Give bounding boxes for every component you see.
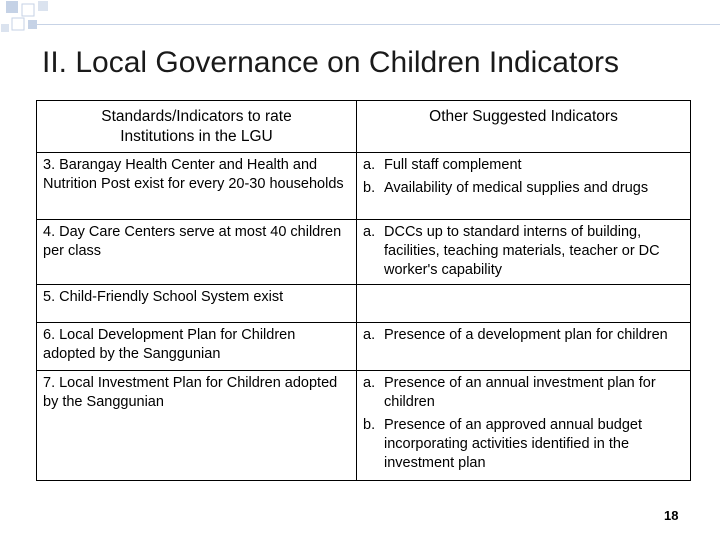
corner-squares-decoration [0,0,60,45]
list-item: a. DCCs up to standard interns of building, facilities, teaching materials, teacher or DC worker's capability [363,224,660,278]
list-item: a. Presence of an annual investment plan for children [363,375,656,410]
list-item: b. Availability of medical supplies and drugs [363,180,649,196]
standard-cell: 5. Child-Friendly School System exist [43,289,284,305]
standard-cell: 6. Local Development Plan for Children adopted by the Sanggunian [43,327,296,362]
slide-title: II. Local Governance on Children Indicators [42,46,619,79]
header-rule [28,24,720,25]
header-other-indicators: Other Suggested Indicators [357,101,691,153]
table-row [37,371,691,481]
table-header-row [37,101,691,153]
list-item: a. Full staff complement [363,157,522,173]
standard-cell: 3. Barangay Health Center and Health and Nutrition Post exist for every 20-30 households [43,157,344,192]
standard-cell: 4. Day Care Centers serve at most 40 children per class [43,224,342,259]
table-row [37,153,691,220]
page-number: 18 [664,508,679,523]
list-item: a. Presence of a development plan for children [363,327,668,343]
header-standards: Standards/Indicators to rate Institutions in the LGU [37,101,357,153]
table-row [37,285,691,323]
table-row [37,323,691,371]
standard-cell: 7. Local Investment Plan for Children adopted by the Sanggunian [43,375,338,410]
indicators-table [36,100,691,481]
table-row [37,220,691,285]
list-item: b. Presence of an approved annual budget incorporating activities identified in the investment plan [363,417,642,471]
